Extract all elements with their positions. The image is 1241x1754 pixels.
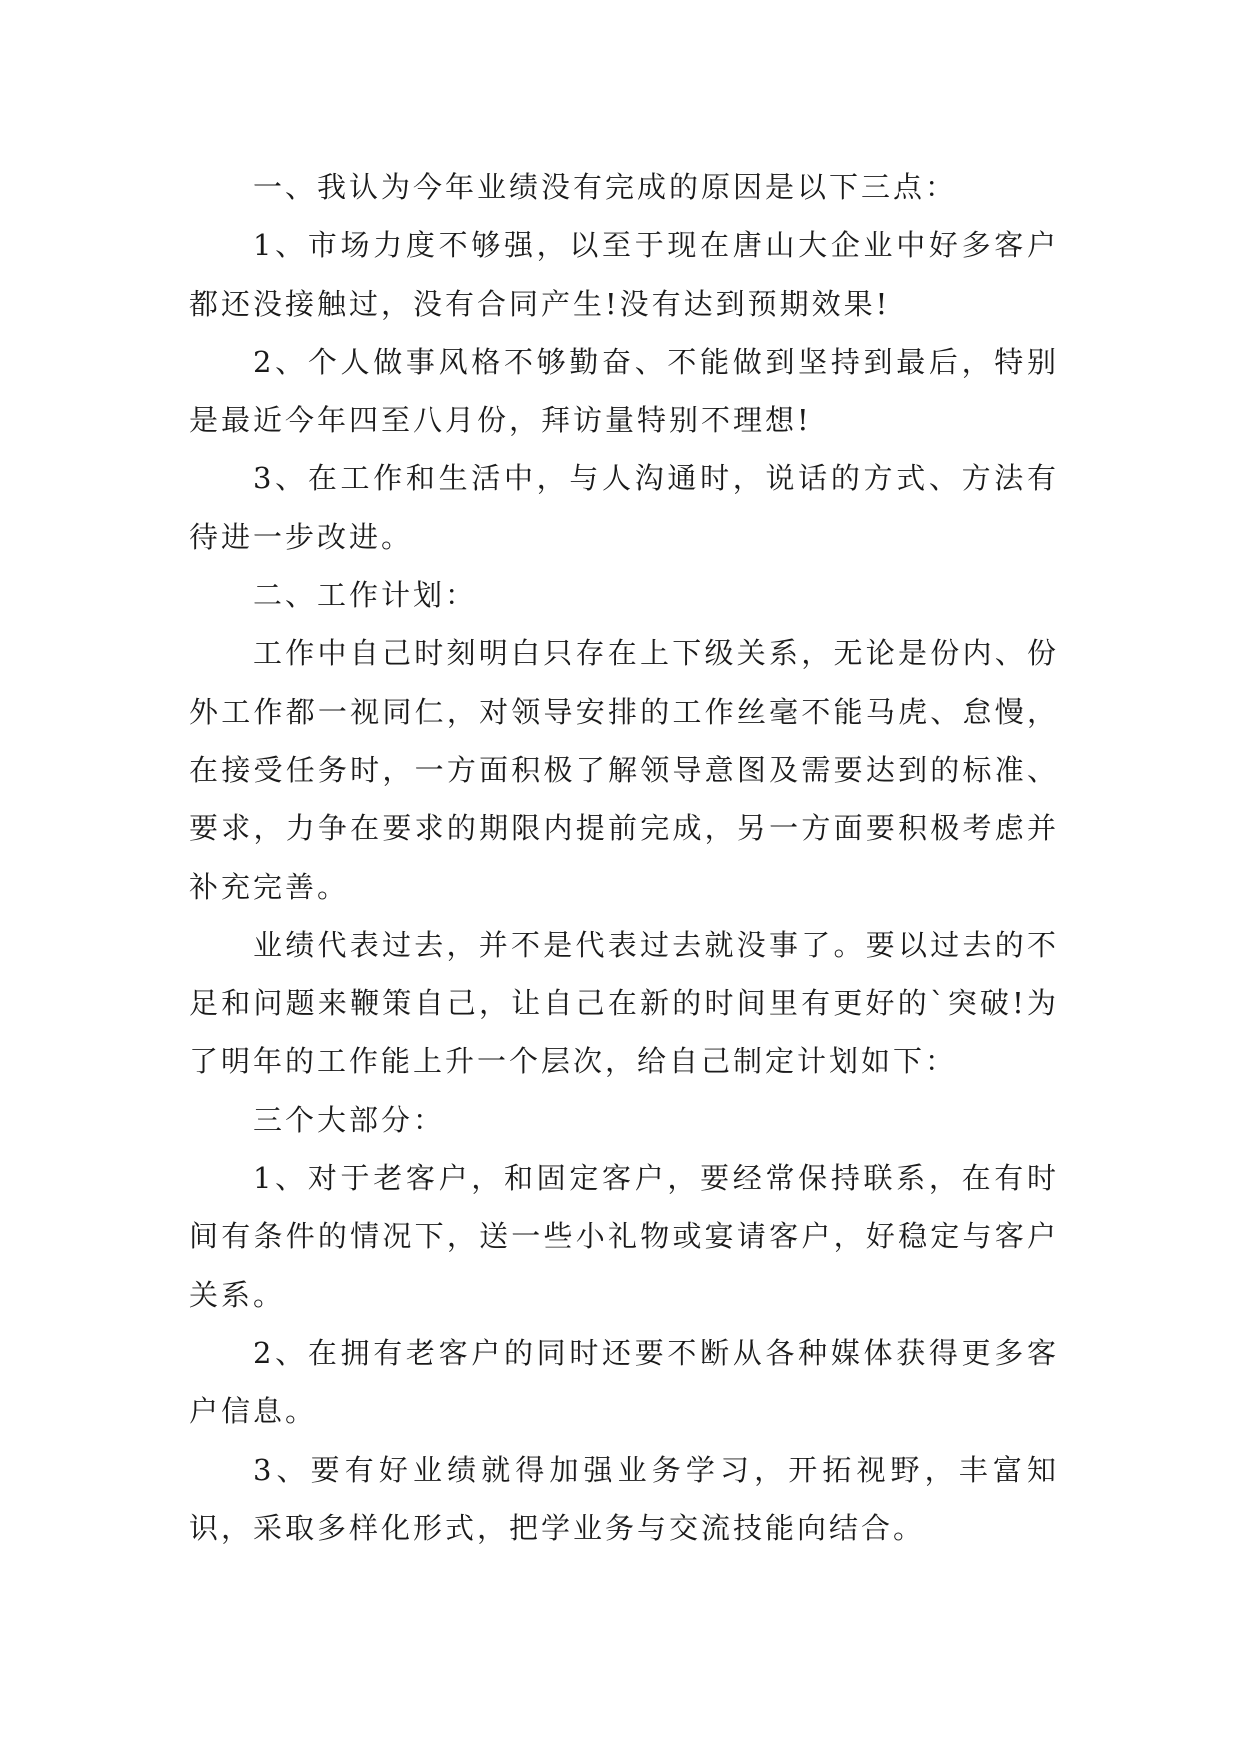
paragraph-three-parts-heading: 三个大部分： [253,1102,446,1137]
paragraph-reason-1: 1、市场力度不够强，以至于现在唐山大企业中好多客户都还没接触过，没有合同产生!没有达到预期效果! [189,228,1059,321]
paragraph-work-attitude: 工作中自己时刻明白只存在上下级关系，无论是份内、份外工作都一视同仁，对领导安排的工作丝毫不能马虎、怠慢，在接受任务时，一方面积极了解领导意图及需要达到的标准、要求，力争在要求的期限内提前完成，另一方面要积极考虑并补充完善。 [189,636,1059,904]
paragraph-performance: 业绩代表过去，并不是代表过去就没事了。要以过去的不足和问题来鞭策自己，让自己在新的时间里有更好的`突破!为了明年的工作能上升一个层次，给自己制定计划如下： [189,927,1059,1079]
paragraph-plan-1: 1、对于老客户，和固定客户，要经常保持联系，在有时间有条件的情况下，送一些小礼物或宴请客户，好稳定与客户关系。 [189,1161,1059,1312]
paragraph-plan-heading: 二、工作计划： [253,578,478,613]
paragraph-reasons-heading: 一、我认为今年业绩没有完成的原因是以下三点： [253,170,958,204]
paragraph-reason-2: 2、个人做事风格不够勤奋、不能做到坚持到最后，特别是最近今年四至八月份，拜访量特别不理想! [189,344,1059,438]
document-body [189,158,1059,1557]
paragraph-plan-2: 2、在拥有老客户的同时还要不断从各种媒体获得更多客户信息。 [189,1335,1059,1429]
paragraph-plan-3: 3、要有好业绩就得加强业务学习，开拓视野，丰富知识，采取多样化形式，把学业务与交流技能向结合。 [189,1452,1059,1545]
paragraph-reason-3: 3、在工作和生活中，与人沟通时，说话的方式、方法有待进一步改进。 [189,461,1059,554]
